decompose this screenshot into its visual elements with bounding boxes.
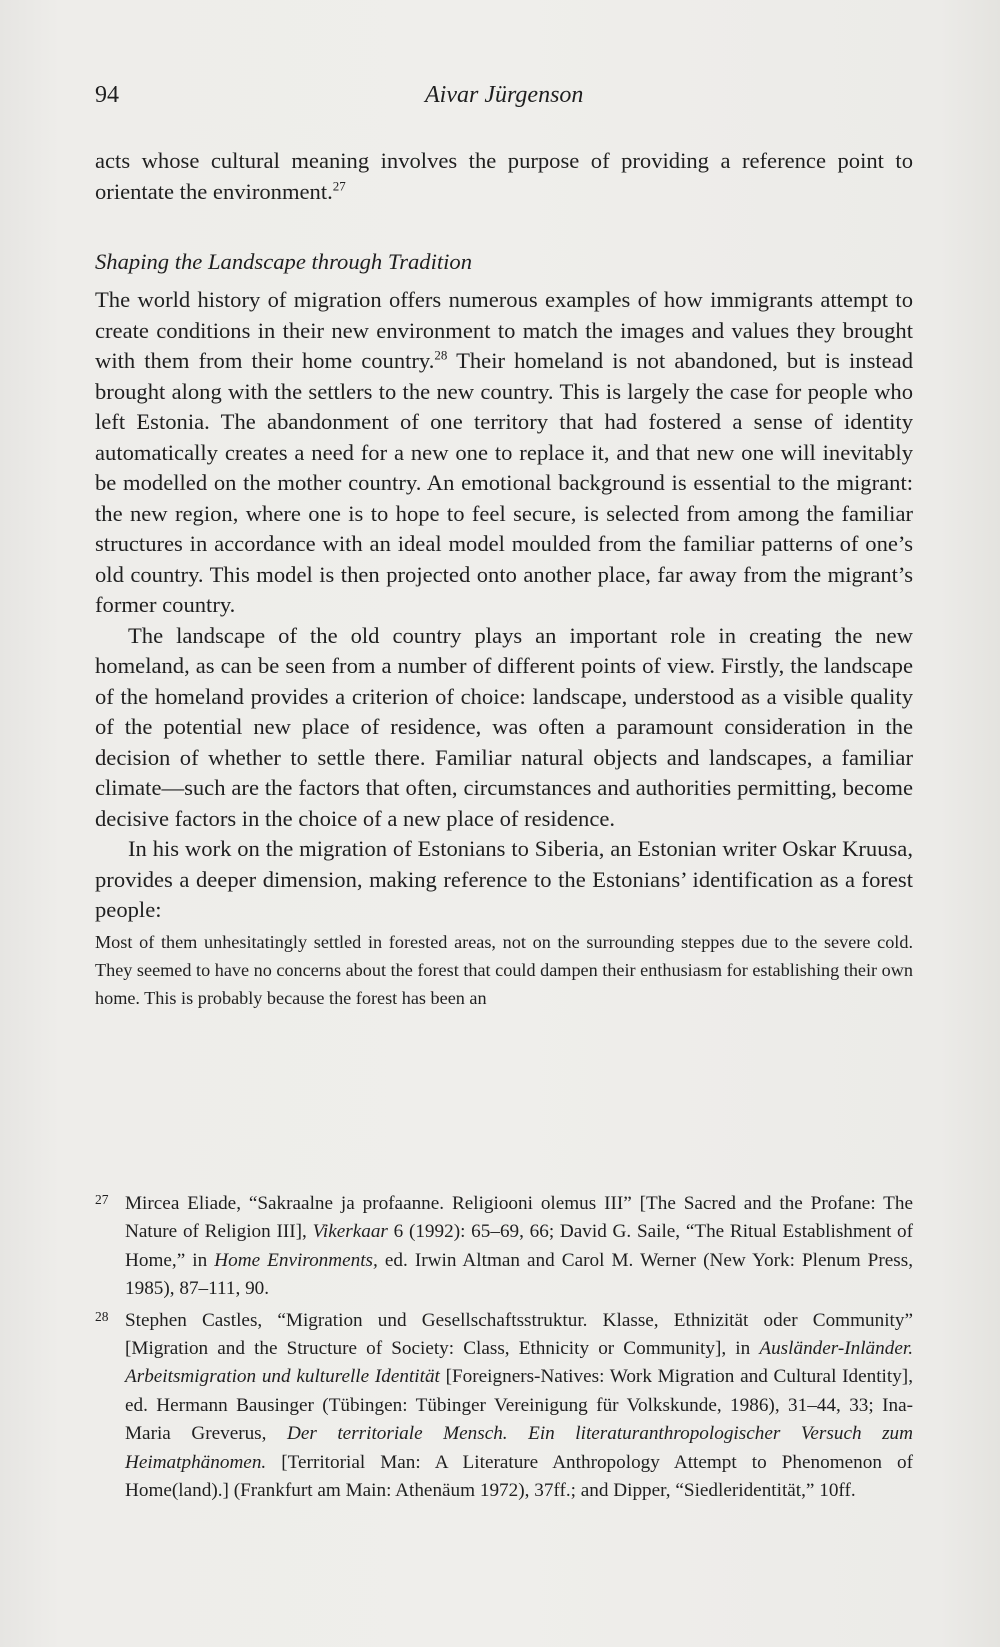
footnote-segment: ed. Irwin Altman and Carol M. Werner (New York: Plenum Press, 1985), 87–111, 90.: [125, 1249, 913, 1300]
footnote-segment: Stephen Castles, “Migration und Gesellschaftsstruktur. Klasse, Ethnizität oder Community” [Migration and the Structure of Society: Class, Ethnicity or Community], in: [125, 1309, 913, 1360]
footnote-segment: Mircea Eliade, “Sakraalne ja profaanne. Religiooni olemus III” [The Sacred and the Profane: The Nature of Religion III],: [125, 1193, 913, 1243]
footnote-title-italic: Vikerkaar: [312, 1221, 388, 1243]
page-number: 94: [95, 82, 119, 108]
main-text: [95, 146, 913, 1012]
paragraph-migration-history: [95, 285, 913, 621]
footnote-segment: 6 (1992): 65–69, 66; David G. Saile, “The Ritual Establishment of Home,” in: [125, 1221, 913, 1271]
opening-paragraph: [95, 146, 913, 207]
footnote-number: 27: [95, 1192, 109, 1207]
footnotes: [95, 1190, 913, 1508]
footnote-text: [125, 1193, 913, 1299]
footnote-27: [95, 1190, 913, 1304]
paragraph-text: Their homeland is not abandoned, but is instead brought along with the settlers to the new country. This is largely the case for people who left Estonia. The abandonment of one territory that had fostered a sense of identity automatically creates a need for a new one to replace it, and that new one will inevitably be modelled on the mother country. An emotional background is essential to the migrant: the new region, where one is to hope to feel secure, is selected from among the familiar structures in accordance with an ideal model moulded from the familiar patterns of one’s old country. This model is then projected onto another place, far away from the migrant’s former country.: [95, 348, 913, 617]
footnote-number: 28: [95, 1308, 109, 1324]
footnote-text: [125, 1310, 913, 1501]
paragraph-siberia-migration: In his work on the migration of Estonians to Siberia, an Estonian writer Oskar Kruusa, provides a deeper dimension, making reference to the Estonians’ identification as a forest people:: [95, 836, 913, 922]
paragraph-old-country-landscape: The landscape of the old country plays an important role in creating the new homeland, as can be seen from a number of different points of view. Firstly, the landscape of the homeland provides a criterion of choice: landscape, understood as a visible quality of the potential new place of residence, was often a paramount consideration in the decision of whether to settle there. Familiar natural objects and landscapes, a familiar climate—such are the factors that often, circumstances and authorities permitting, become decisive factors in the choice of a new place of residence.: [95, 622, 913, 831]
opening-paragraph-text: acts whose cultural meaning involves the purpose of providing a reference point to orientate the environment.: [95, 148, 913, 204]
paragraph-text: The world history of migration offers numerous examples of how immigrants attempt to create conditions in their new environment to match the images and values they brought with them from their home country.: [95, 287, 913, 373]
footnote-title-italic: Ausländer-Inländer. Arbeitsmigration und kulturelle Identität: [125, 1338, 913, 1388]
footnote-segment: [Territorial Man: A Literature Anthropology Attempt to Phenomenon of Home(land).] (Frankfurt am Main: Athenäum 1972), 37ff.; and Dipper, “Siedleridentität,” 10ff.: [125, 1451, 913, 1502]
footnote-title-italic: Der territoriale Mensch. Ein literaturanthropologischer Versuch zum Heimatphänomen.: [125, 1423, 914, 1473]
footnote-ref-27: 27: [332, 177, 346, 193]
footnote-segment: [Foreigners-Natives: Work Migration and Cultural Identity], ed. Hermann Bausinger (Tübingen: Tübinger Vereinigung für Volkskunde, 1986), 31–44, 33; Ina-Maria Greverus,: [125, 1366, 913, 1445]
section-heading: Shaping the Landscape through Tradition: [95, 249, 472, 274]
footnote-title-italic: Home Environments,: [214, 1249, 378, 1271]
page-header: [95, 82, 913, 114]
footnote-ref-28: 28: [434, 347, 448, 363]
running-head-author: Aivar Jürgenson: [425, 82, 584, 108]
footnote-28: [95, 1307, 913, 1506]
block-quotation: Most of them unhesitatingly settled in forested areas, not on the surrounding steppes due to the severe cold. They seemed to have no concerns about the forest that could dampen their enthusiasm for establishing their own home. This is probably because the forest has been an: [95, 931, 913, 1008]
